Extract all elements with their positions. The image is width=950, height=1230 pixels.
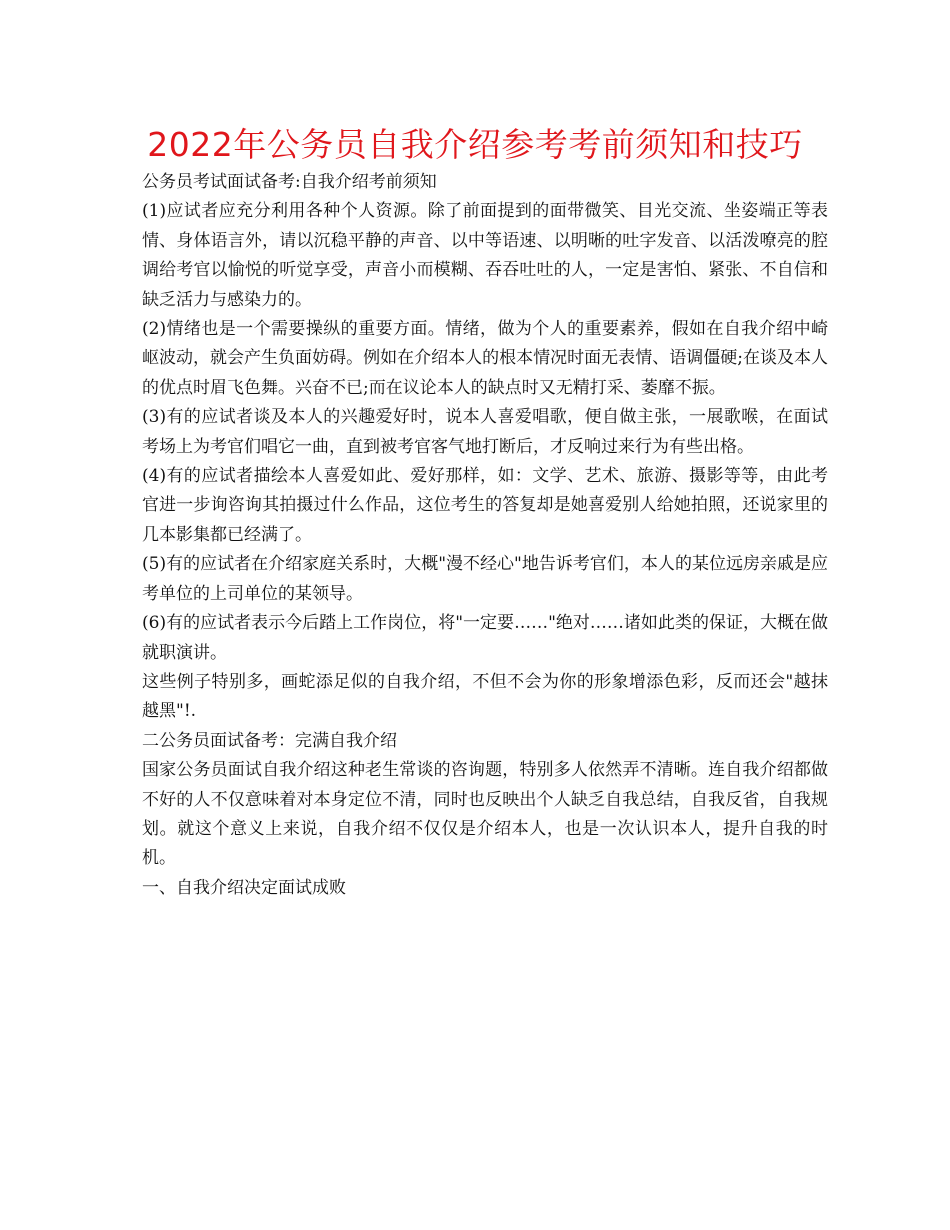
paragraph: 二公务员面试备考：完满自我介绍 (142, 730, 397, 751)
page-title: 2022年公务员自我介绍参考考前须知和技巧 (147, 125, 803, 164)
paragraph: 这些例子特别多，画蛇添足似的自我介绍，不但不会为你的形象增添色彩，反而还会"越抹越黑"!. (142, 671, 828, 722)
paragraph: 一、自我介绍决定面试成败 (142, 877, 346, 898)
paragraph: (2)情绪也是一个需要操纵的重要方面。情绪，做为个人的重要素养，假如在自我介绍中崎岖波动，就会产生负面妨碍。例如在介绍本人的根本情况时面无表情、语调僵硬;在谈及本人的优点时眉飞色舞。兴奋不已;而在议论本人的缺点时又无精打采、萎靡不振。 (142, 319, 828, 398)
paragraph: (5)有的应试者在介绍家庭关系时，大概"漫不经心"地告诉考官们，本人的某位远房亲戚是应考单位的上司单位的某领导。 (142, 554, 828, 604)
paragraph: 公务员考试面试备考:自我介绍考前须知 (142, 172, 437, 192)
paragraph: (4)有的应试者描绘本人喜爱如此、爱好那样，如：文学、艺术、旅游、摄影等等，由此考官进一步询咨询其拍摄过什么作品，这位考生的答复却是她喜爱别人给她拍照，还说家里的几本影集都已经满了。 (142, 466, 828, 545)
paragraph: (3)有的应试者谈及本人的兴趣爱好时，说本人喜爱唱歌，便自做主张，一展歌喉，在面试考场上为考官们唱它一曲，直到被考官客气地打断后，才反响过来行为有些出格。 (142, 407, 828, 457)
paragraph: 国家公务员面试自我介绍这种老生常谈的咨询题，特别多人依然弄不清晰。连自我介绍都做不好的人不仅意味着对本身定位不清，同时也反映出个人缺乏自我总结，自我反省，自我规划。就这个意义上来说，自我介绍不仅仅是介绍本人，也是一次认识本人，提升自我的时机。 (142, 760, 828, 869)
paragraph: (1)应试者应充分利用各种个人资源。除了前面提到的面带微笑、目光交流、坐姿端正等表情、身体语言外，请以沉稳平静的声音、以中等语速、以明晰的吐字发音、以活泼嘹亮的腔调给考官以愉悦的听觉享受，声音小而模糊、吞吞吐吐的人，一定是害怕、紧张、不自信和缺乏活力与感染力的。 (142, 201, 828, 310)
paragraph: (6)有的应试者表示今后踏上工作岗位，将"一定要……"绝对……诸如此类的保证，大概在做就职演讲。 (142, 613, 828, 663)
document-body (142, 168, 828, 903)
